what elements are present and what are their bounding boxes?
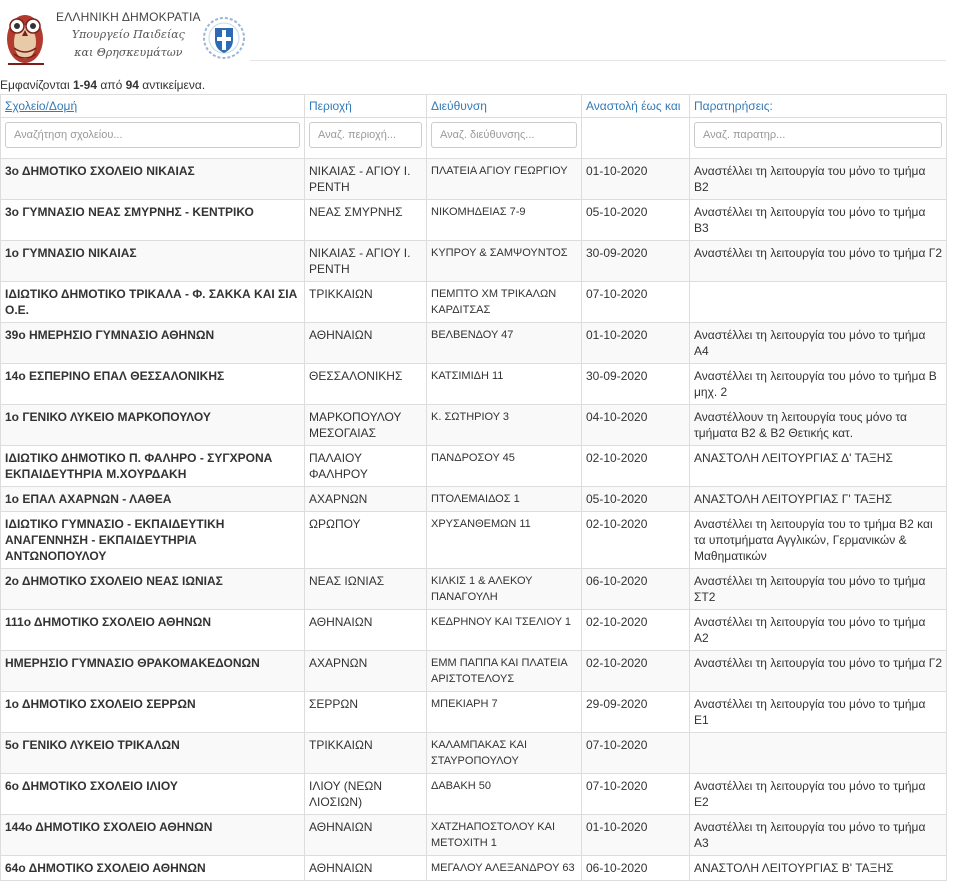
page-header xyxy=(0,0,960,72)
address-cell: ΝΙΚΟΜΗΔΕΙΑΣ 7-9 xyxy=(427,200,582,241)
school-search-input[interactable] xyxy=(5,122,300,148)
school-cell: ΙΔΙΩΤΙΚΟ ΔΗΜΟΤΙΚΟ Π. ΦΑΛΗΡΟ - ΣΥΓΧΡΟΝΑ ΕΚΠΑΙΔΕΥΤΗΡΙΑ Μ.ΧΟΥΡΔΑΚΗ xyxy=(1,446,305,487)
area-search-input[interactable] xyxy=(309,122,422,148)
address-search-input[interactable] xyxy=(431,122,577,148)
area-cell: ΘΕΣΣΑΛΟΝΙΚΗΣ xyxy=(305,364,427,405)
table-row xyxy=(1,405,947,446)
notes-cell: ΑΝΑΣΤΟΛΗ ΛΕΙΤΟΥΡΓΙΑΣ Β' ΤΑΞΗΣ xyxy=(690,856,947,881)
school-cell: ΙΔΙΩΤΙΚΟ ΓΥΜΝΑΣΙΟ - ΕΚΠΑΙΔΕΥΤΙΚΗ ΑΝΑΓΕΝΝΗΣΗ - ΕΚΠΑΙΔΕΥΤΗΡΙΑ ΑΝΤΩΝΟΠΟΥΛΟΥ xyxy=(1,512,305,569)
ministry-title-block xyxy=(56,10,201,60)
notes-cell: Αναστέλλει τη λειτουργία του το τμήμα Β2 και τα υποτμήματα Αγγλικών, Γερμανικών & Μαθηματικών xyxy=(690,512,947,569)
table-row xyxy=(1,241,947,282)
area-cell: ΙΛΙΟΥ (ΝΕΩΝ ΛΙΟΣΙΩΝ) xyxy=(305,774,427,815)
sort-suspension-link[interactable]: Αναστολή έως και xyxy=(586,99,681,113)
suspension-date-cell: 01-10-2020 xyxy=(582,815,690,856)
suspension-date-cell: 01-10-2020 xyxy=(582,323,690,364)
filter-cell-area xyxy=(305,118,427,159)
school-cell: 144ο ΔΗΜΟΤΙΚΟ ΣΧΟΛΕΙΟ ΑΘΗΝΩΝ xyxy=(1,815,305,856)
address-cell: ΧΑΤΖΗΑΠΟΣΤΟΛΟΥ ΚΑΙ ΜΕΤΟΧΙΤΗ 1 xyxy=(427,815,582,856)
greek-emblem-icon xyxy=(202,16,246,60)
summary-range: 1-94 xyxy=(72,78,98,92)
school-cell: 2ο ΔΗΜΟΤΙΚΟ ΣΧΟΛΕΙΟ ΝΕΑΣ ΙΩΝΙΑΣ xyxy=(1,569,305,610)
column-header-notes[interactable] xyxy=(690,95,947,118)
table-row xyxy=(1,610,947,651)
notes-search-input[interactable] xyxy=(694,122,942,148)
school-cell: 1ο ΔΗΜΟΤΙΚΟ ΣΧΟΛΕΙΟ ΣΕΡΡΩΝ xyxy=(1,692,305,733)
suspension-date-cell: 05-10-2020 xyxy=(582,487,690,512)
area-cell: ΑΧΑΡΝΩΝ xyxy=(305,487,427,512)
address-cell: ΠΕΜΠΤΟ ΧΜ ΤΡΙΚΑΛΩΝ ΚΑΡΔΙΤΣΑΣ xyxy=(427,282,582,323)
table-row xyxy=(1,364,947,405)
schools-table xyxy=(0,94,947,881)
area-cell: ΑΧΑΡΝΩΝ xyxy=(305,651,427,692)
filter-row xyxy=(1,118,947,159)
address-cell: ΚΥΠΡΟΥ & ΣΑΜΨΟΥΝΤΟΣ xyxy=(427,241,582,282)
address-cell: ΧΡΥΣΑΝΘΕΜΩΝ 11 xyxy=(427,512,582,569)
table-row xyxy=(1,159,947,200)
notes-cell: Αναστέλλει τη λειτουργία του μόνο το τμήμα Γ2 xyxy=(690,651,947,692)
area-cell: ΤΡΙΚΚΑΙΩΝ xyxy=(305,733,427,774)
suspension-date-cell: 02-10-2020 xyxy=(582,512,690,569)
address-cell: ΒΕΛΒΕΝΔΟΥ 47 xyxy=(427,323,582,364)
suspension-date-cell: 07-10-2020 xyxy=(582,733,690,774)
filter-cell-school xyxy=(1,118,305,159)
suspension-date-cell: 06-10-2020 xyxy=(582,569,690,610)
ministry-title: ΕΛΛΗΝΙΚΗ ΔΗΜΟΚΡΑΤΙΑ xyxy=(56,10,201,24)
area-cell: ΝΕΑΣ ΙΩΝΙΑΣ xyxy=(305,569,427,610)
summary-prefix: Εμφανίζονται xyxy=(0,78,73,92)
area-cell: ΝΙΚΑΙΑΣ - ΑΓΙΟΥ Ι. ΡΕΝΤΗ xyxy=(305,159,427,200)
filter-cell-notes xyxy=(690,118,947,159)
area-cell: ΩΡΩΠΟΥ xyxy=(305,512,427,569)
notes-cell: Αναστέλλει τη λειτουργία του μόνο το τμήμα Α3 xyxy=(690,815,947,856)
address-cell: ΠΑΝΔΡΟΣΟΥ 45 xyxy=(427,446,582,487)
filter-cell-suspension xyxy=(582,118,690,159)
address-cell: ΚΕΔΡΗΝΟΥ ΚΑΙ ΤΣΕΛΙΟΥ 1 xyxy=(427,610,582,651)
suspension-date-cell: 04-10-2020 xyxy=(582,405,690,446)
school-cell: 14ο ΕΣΠΕΡΙΝΟ ΕΠΑΛ ΘΕΣΣΑΛΟΝΙΚΗΣ xyxy=(1,364,305,405)
column-header-suspension[interactable] xyxy=(582,95,690,118)
suspension-date-cell: 05-10-2020 xyxy=(582,200,690,241)
table-row xyxy=(1,323,947,364)
suspension-date-cell: 06-10-2020 xyxy=(582,856,690,881)
address-cell: ΠΛΑΤΕΙΑ ΑΓΙΟΥ ΓΕΩΡΓΙΟΥ xyxy=(427,159,582,200)
address-cell: ΔΑΒΑΚΗ 50 xyxy=(427,774,582,815)
school-cell: ΙΔΙΩΤΙΚΟ ΔΗΜΟΤΙΚΟ ΤΡΙΚΑΛΑ - Φ. ΣΑΚΚΑ ΚΑΙ ΣΙΑ Ο.Ε. xyxy=(1,282,305,323)
sort-school-link[interactable]: Σχολείο/Δομή xyxy=(5,99,78,113)
column-header-address[interactable] xyxy=(427,95,582,118)
school-cell: 1ο ΓΥΜΝΑΣΙΟ ΝΙΚΑΙΑΣ xyxy=(1,241,305,282)
notes-cell xyxy=(690,733,947,774)
sort-area-link[interactable]: Περιοχή xyxy=(309,99,352,113)
school-cell: ΗΜΕΡΗΣΙΟ ΓΥΜΝΑΣΙΟ ΘΡΑΚΟΜΑΚΕΔΟΝΩΝ xyxy=(1,651,305,692)
suspension-date-cell: 30-09-2020 xyxy=(582,364,690,405)
table-row xyxy=(1,651,947,692)
area-cell: ΝΕΑΣ ΣΜΥΡΝΗΣ xyxy=(305,200,427,241)
suspension-date-cell: 01-10-2020 xyxy=(582,159,690,200)
table-row xyxy=(1,200,947,241)
table-row xyxy=(1,487,947,512)
table-row xyxy=(1,282,947,323)
column-header-area[interactable] xyxy=(305,95,427,118)
school-cell: 111ο ΔΗΜΟΤΙΚΟ ΣΧΟΛΕΙΟ ΑΘΗΝΩΝ xyxy=(1,610,305,651)
area-cell: ΝΙΚΑΙΑΣ - ΑΓΙΟΥ Ι. ΡΕΝΤΗ xyxy=(305,241,427,282)
school-cell: 1ο ΓΕΝΙΚΟ ΛΥΚΕΙΟ ΜΑΡΚΟΠΟΥΛΟΥ xyxy=(1,405,305,446)
summary-total: 94 xyxy=(125,78,139,92)
address-cell: Κ. ΣΩΤΗΡΙΟΥ 3 xyxy=(427,405,582,446)
address-cell: ΚΑΤΣΙΜΙΔΗ 11 xyxy=(427,364,582,405)
area-cell: ΑΘΗΝΑΙΩΝ xyxy=(305,856,427,881)
address-cell: ΜΕΓΑΛΟΥ ΑΛΕΞΑΝΔΡΟΥ 63 xyxy=(427,856,582,881)
address-cell: ΕΜΜ ΠΑΠΠΑ ΚΑΙ ΠΛΑΤΕΙΑ ΑΡΙΣΤΟΤΕΛΟΥΣ xyxy=(427,651,582,692)
summary-middle: από xyxy=(97,78,126,92)
address-cell: ΚΑΛΑΜΠΑΚΑΣ ΚΑΙ ΣΤΑΥΡΟΠΟΥΛΟΥ xyxy=(427,733,582,774)
suspension-date-cell: 30-09-2020 xyxy=(582,241,690,282)
sort-notes-link[interactable]: Παρατηρήσεις: xyxy=(694,99,773,113)
column-header-school[interactable] xyxy=(1,95,305,118)
notes-cell: Αναστέλλει τη λειτουργία του μόνο το τμήμα Β3 xyxy=(690,200,947,241)
school-cell: 64ο ΔΗΜΟΤΙΚΟ ΣΧΟΛΕΙΟ ΑΘΗΝΩΝ xyxy=(1,856,305,881)
area-cell: ΑΘΗΝΑΙΩΝ xyxy=(305,610,427,651)
table-row xyxy=(1,815,947,856)
school-cell: 39ο ΗΜΕΡΗΣΙΟ ΓΥΜΝΑΣΙΟ ΑΘΗΝΩΝ xyxy=(1,323,305,364)
table-header-row xyxy=(1,95,947,118)
area-cell: ΑΘΗΝΑΙΩΝ xyxy=(305,815,427,856)
area-cell: ΜΑΡΚΟΠΟΥΛΟΥ ΜΕΣΟΓΑΙΑΣ xyxy=(305,405,427,446)
notes-cell: Αναστέλλει τη λειτουργία του μόνο το τμήμα Α2 xyxy=(690,610,947,651)
suspension-date-cell: 02-10-2020 xyxy=(582,446,690,487)
school-cell: 3ο ΔΗΜΟΤΙΚΟ ΣΧΟΛΕΙΟ ΝΙΚΑΙΑΣ xyxy=(1,159,305,200)
table-row xyxy=(1,569,947,610)
notes-cell: Αναστέλλει τη λειτουργία του μόνο το τμήμα Β μηχ. 2 xyxy=(690,364,947,405)
suspension-date-cell: 02-10-2020 xyxy=(582,651,690,692)
header-divider xyxy=(250,60,946,61)
table-row xyxy=(1,856,947,881)
address-cell: ΚΙΛΚΙΣ 1 & ΑΛΕΚΟΥ ΠΑΝΑΓΟΥΛΗ xyxy=(427,569,582,610)
filter-cell-address xyxy=(427,118,582,159)
notes-cell: Αναστέλλει τη λειτουργία του μόνο το τμήμα Ε1 xyxy=(690,692,947,733)
suspension-date-cell: 07-10-2020 xyxy=(582,774,690,815)
results-summary xyxy=(0,78,205,92)
table-row xyxy=(1,774,947,815)
area-cell: ΠΑΛΑΙΟΥ ΦΑΛΗΡΟΥ xyxy=(305,446,427,487)
notes-cell: Αναστέλλουν τη λειτουργία τους μόνο τα τμήματα Β2 & Β2 Θετικής κατ. xyxy=(690,405,947,446)
owl-logo-icon xyxy=(0,6,50,66)
summary-suffix: αντικείμενα. xyxy=(138,78,206,92)
notes-cell xyxy=(690,282,947,323)
ministry-subtitle-1: Υπουργείο Παιδείας xyxy=(71,28,185,41)
notes-cell: ΑΝΑΣΤΟΛΗ ΛΕΙΤΟΥΡΓΙΑΣ Δ' ΤΑΞΗΣ xyxy=(690,446,947,487)
table-row xyxy=(1,733,947,774)
school-cell: 1ο ΕΠΑΛ ΑΧΑΡΝΩΝ - ΛΑΘΕΑ xyxy=(1,487,305,512)
area-cell: ΤΡΙΚΚΑΙΩΝ xyxy=(305,282,427,323)
notes-cell: Αναστέλλει τη λειτουργία του μόνο το τμήμα Γ2 xyxy=(690,241,947,282)
sort-address-link[interactable]: Διεύθυνση xyxy=(431,99,487,113)
address-cell: ΜΠΕΚΙΑΡΗ 7 xyxy=(427,692,582,733)
area-cell: ΣΕΡΡΩΝ xyxy=(305,692,427,733)
school-cell: 3ο ΓΥΜΝΑΣΙΟ ΝΕΑΣ ΣΜΥΡΝΗΣ - ΚΕΝΤΡΙΚΟ xyxy=(1,200,305,241)
notes-cell: Αναστέλλει τη λειτουργία του μόνο το τμήμα Β2 xyxy=(690,159,947,200)
notes-cell: Αναστέλλει τη λειτουργία του μόνο το τμήμα Ε2 xyxy=(690,774,947,815)
ministry-subtitle-2: και Θρησκευμάτων xyxy=(74,46,183,59)
notes-cell: Αναστέλλει τη λειτουργία του μόνο το τμήμα Α4 xyxy=(690,323,947,364)
school-cell: 6ο ΔΗΜΟΤΙΚΟ ΣΧΟΛΕΙΟ ΙΛΙΟΥ xyxy=(1,774,305,815)
table-row xyxy=(1,446,947,487)
table-body xyxy=(1,159,947,881)
notes-cell: Αναστέλλει τη λειτουργία του μόνο το τμήμα ΣΤ2 xyxy=(690,569,947,610)
area-cell: ΑΘΗΝΑΙΩΝ xyxy=(305,323,427,364)
notes-cell: ΑΝΑΣΤΟΛΗ ΛΕΙΤΟΥΡΓΙΑΣ Γ' ΤΑΞΗΣ xyxy=(690,487,947,512)
suspension-date-cell: 07-10-2020 xyxy=(582,282,690,323)
address-cell: ΠΤΟΛΕΜΑΙΔΟΣ 1 xyxy=(427,487,582,512)
school-cell: 5ο ΓΕΝΙΚΟ ΛΥΚΕΙΟ ΤΡΙΚΑΛΩΝ xyxy=(1,733,305,774)
suspension-date-cell: 02-10-2020 xyxy=(582,610,690,651)
table-row xyxy=(1,692,947,733)
table-row xyxy=(1,512,947,569)
suspension-date-cell: 29-09-2020 xyxy=(582,692,690,733)
